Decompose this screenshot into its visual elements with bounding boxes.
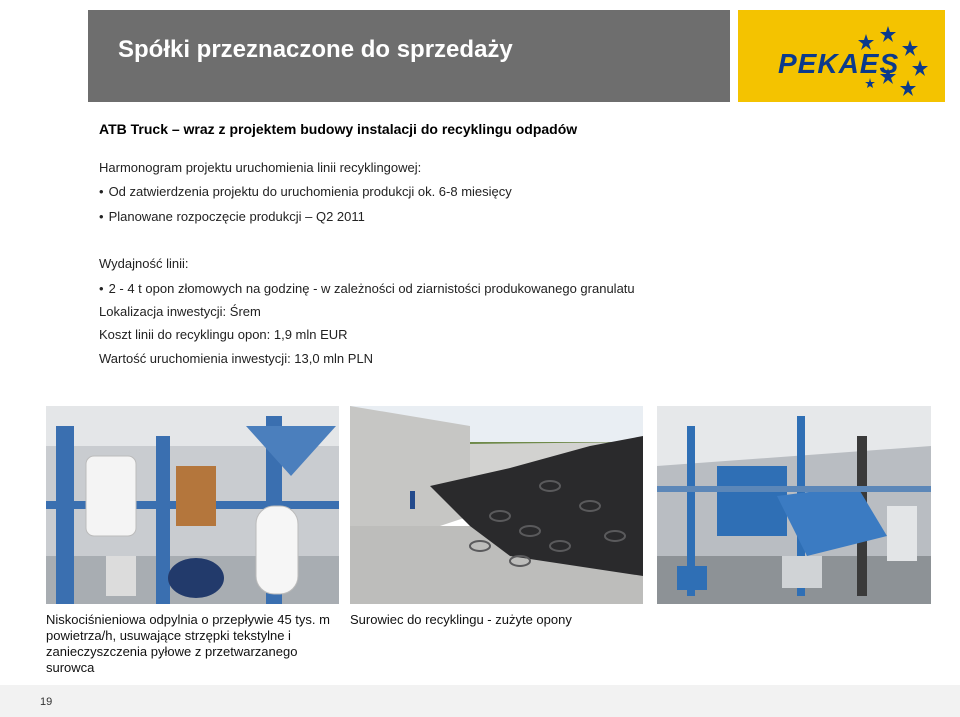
capacity-label: Wydajność linii: bbox=[99, 256, 189, 271]
cost-line: Koszt linii do recyklingu opon: 1,9 mln EUR bbox=[99, 327, 348, 342]
caption-tire-pile: Surowiec do recyklingu - zużyte opony bbox=[350, 612, 572, 627]
footer-bar bbox=[0, 685, 960, 717]
bullet-text: Od zatwierdzenia projektu do uruchomienia produkcji ok. 6-8 miesięcy bbox=[108, 184, 512, 199]
bullet-capacity bbox=[99, 281, 635, 296]
caption-dust-extraction: Niskociśnieniowa odpylnia o przepływie 45 tys. m powietrza/h, usuwające strzępki tekstylne i zanieczyszczenia pyłowe z przetwarzanego surowca bbox=[46, 612, 330, 675]
schedule-label: Harmonogram projektu uruchomienia linii recyklingowej: bbox=[99, 160, 422, 175]
location-line: Lokalizacja inwestycji: Śrem bbox=[99, 304, 261, 319]
tire-pile-photo bbox=[350, 406, 643, 604]
bullet-text: Planowane rozpoczęcie produkcji – Q2 2011 bbox=[108, 209, 365, 224]
bullet-text: 2 - 4 t opon złomowych na godzinę - w zależności od ziarnistości produkowanego granulatu bbox=[108, 281, 635, 296]
logo-panel bbox=[738, 10, 945, 102]
logo-text: PEKAES bbox=[778, 48, 900, 79]
recycling-line-machinery-photo bbox=[657, 406, 931, 604]
bullet-planned-start bbox=[99, 209, 365, 224]
value-line: Wartość uruchomienia inwestycji: 13,0 mln PLN bbox=[99, 351, 374, 366]
section-heading: ATB Truck – wraz z projektem budowy instalacji do recyklingu odpadów bbox=[99, 121, 578, 137]
page-title: Spółki przeznaczone do sprzedaży bbox=[118, 36, 513, 63]
bullet-approval-time bbox=[99, 184, 512, 199]
page-number: 19 bbox=[40, 696, 53, 708]
dust-extraction-installation-photo bbox=[46, 406, 339, 604]
